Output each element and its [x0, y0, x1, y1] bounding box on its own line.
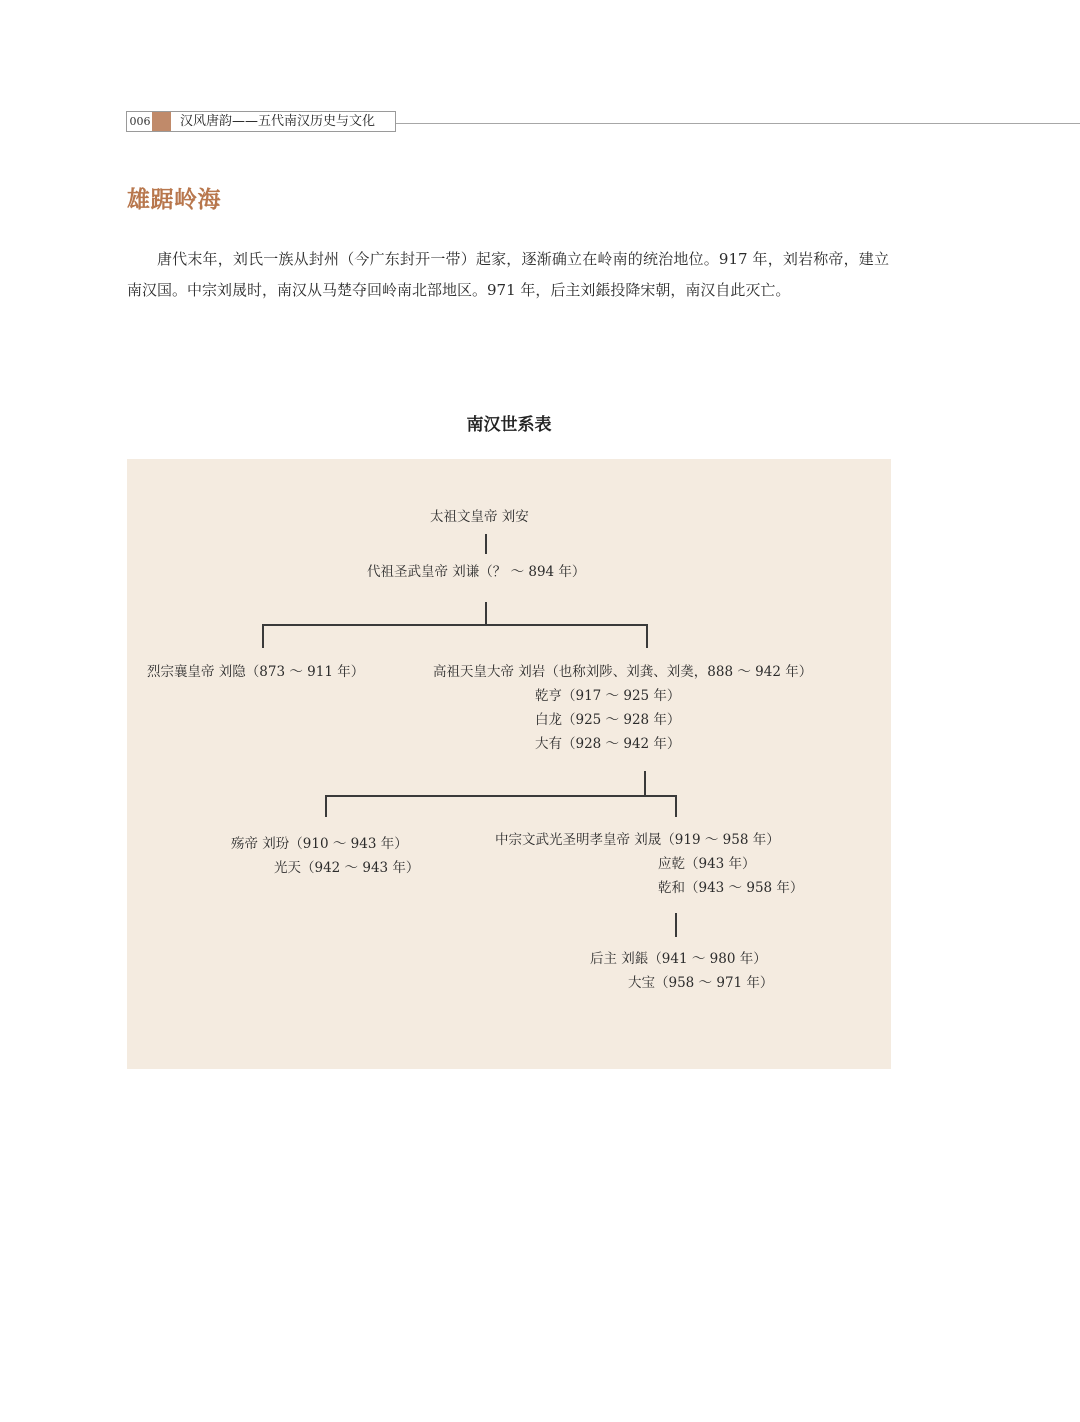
intro-paragraph: 唐代末年，刘氏一族从封州（今广东封开一带）起家，逐渐确立在岭南的统治地位。917 年，刘岩称帝，建立南汉国。中宗刘晟时，南汉从马楚夺回岭南北部地区。971 年，后主刘鋹投降宋朝，南汉自此灭亡。: [127, 250, 889, 299]
branch-line-gen4: [325, 795, 677, 797]
connector-gen3-left: [262, 624, 264, 648]
connector-gen3-right: [646, 624, 648, 648]
gen5-era: 大宝（958 ～ 971 年）: [628, 975, 774, 991]
book-title: 汉风唐韵——五代南汉历史与文化: [180, 114, 376, 129]
gen4-right-era: 应乾（943 年）: [658, 856, 756, 872]
connector-gen2-down: [485, 602, 487, 624]
gen3-right-era: 乾亨（917 ～ 925 年）: [535, 688, 681, 704]
gen4-left-name: 殇帝 刘玢（910 ～ 943 年）: [231, 836, 408, 852]
gen3-right-era: 大有（928 ～ 942 年）: [535, 736, 681, 752]
connector-gen4-gen5: [675, 913, 677, 937]
connector-gen4-right: [675, 795, 677, 817]
gen3-right-name: 高祖天皇大帝 刘岩（也称刘陟、刘龚、刘䶮，888 ～ 942 年）: [433, 664, 813, 680]
connector-gen4-left: [325, 795, 327, 817]
section-title: 雄踞岭海: [127, 186, 221, 213]
branch-line-gen3: [262, 624, 648, 626]
gen2-name: 代祖圣武皇帝 刘谦（？ ～ 894 年）: [367, 564, 586, 580]
header-color-swatch: [152, 112, 171, 131]
gen3-left-name: 烈宗襄皇帝 刘隐（873 ～ 911 年）: [147, 664, 365, 680]
gen4-right-name: 中宗文武光圣明孝皇帝 刘晟（919 ～ 958 年）: [495, 832, 780, 848]
page-number: 006: [129, 115, 151, 128]
connector-gen1-gen2: [485, 534, 487, 554]
chart-title: 南汉世系表: [466, 415, 552, 435]
connector-gen3-down: [644, 771, 646, 795]
gen3-right-era: 白龙（925 ～ 928 年）: [535, 712, 681, 728]
gen5-name: 后主 刘鋹（941 ～ 980 年）: [590, 951, 767, 967]
genealogy-panel: [127, 459, 891, 1069]
header-rule: [396, 123, 1080, 124]
gen4-right-era: 乾和（943 ～ 958 年）: [658, 880, 804, 896]
gen1-name: 太祖文皇帝 刘安: [430, 509, 529, 525]
gen4-left-era: 光天（942 ～ 943 年）: [274, 860, 420, 876]
